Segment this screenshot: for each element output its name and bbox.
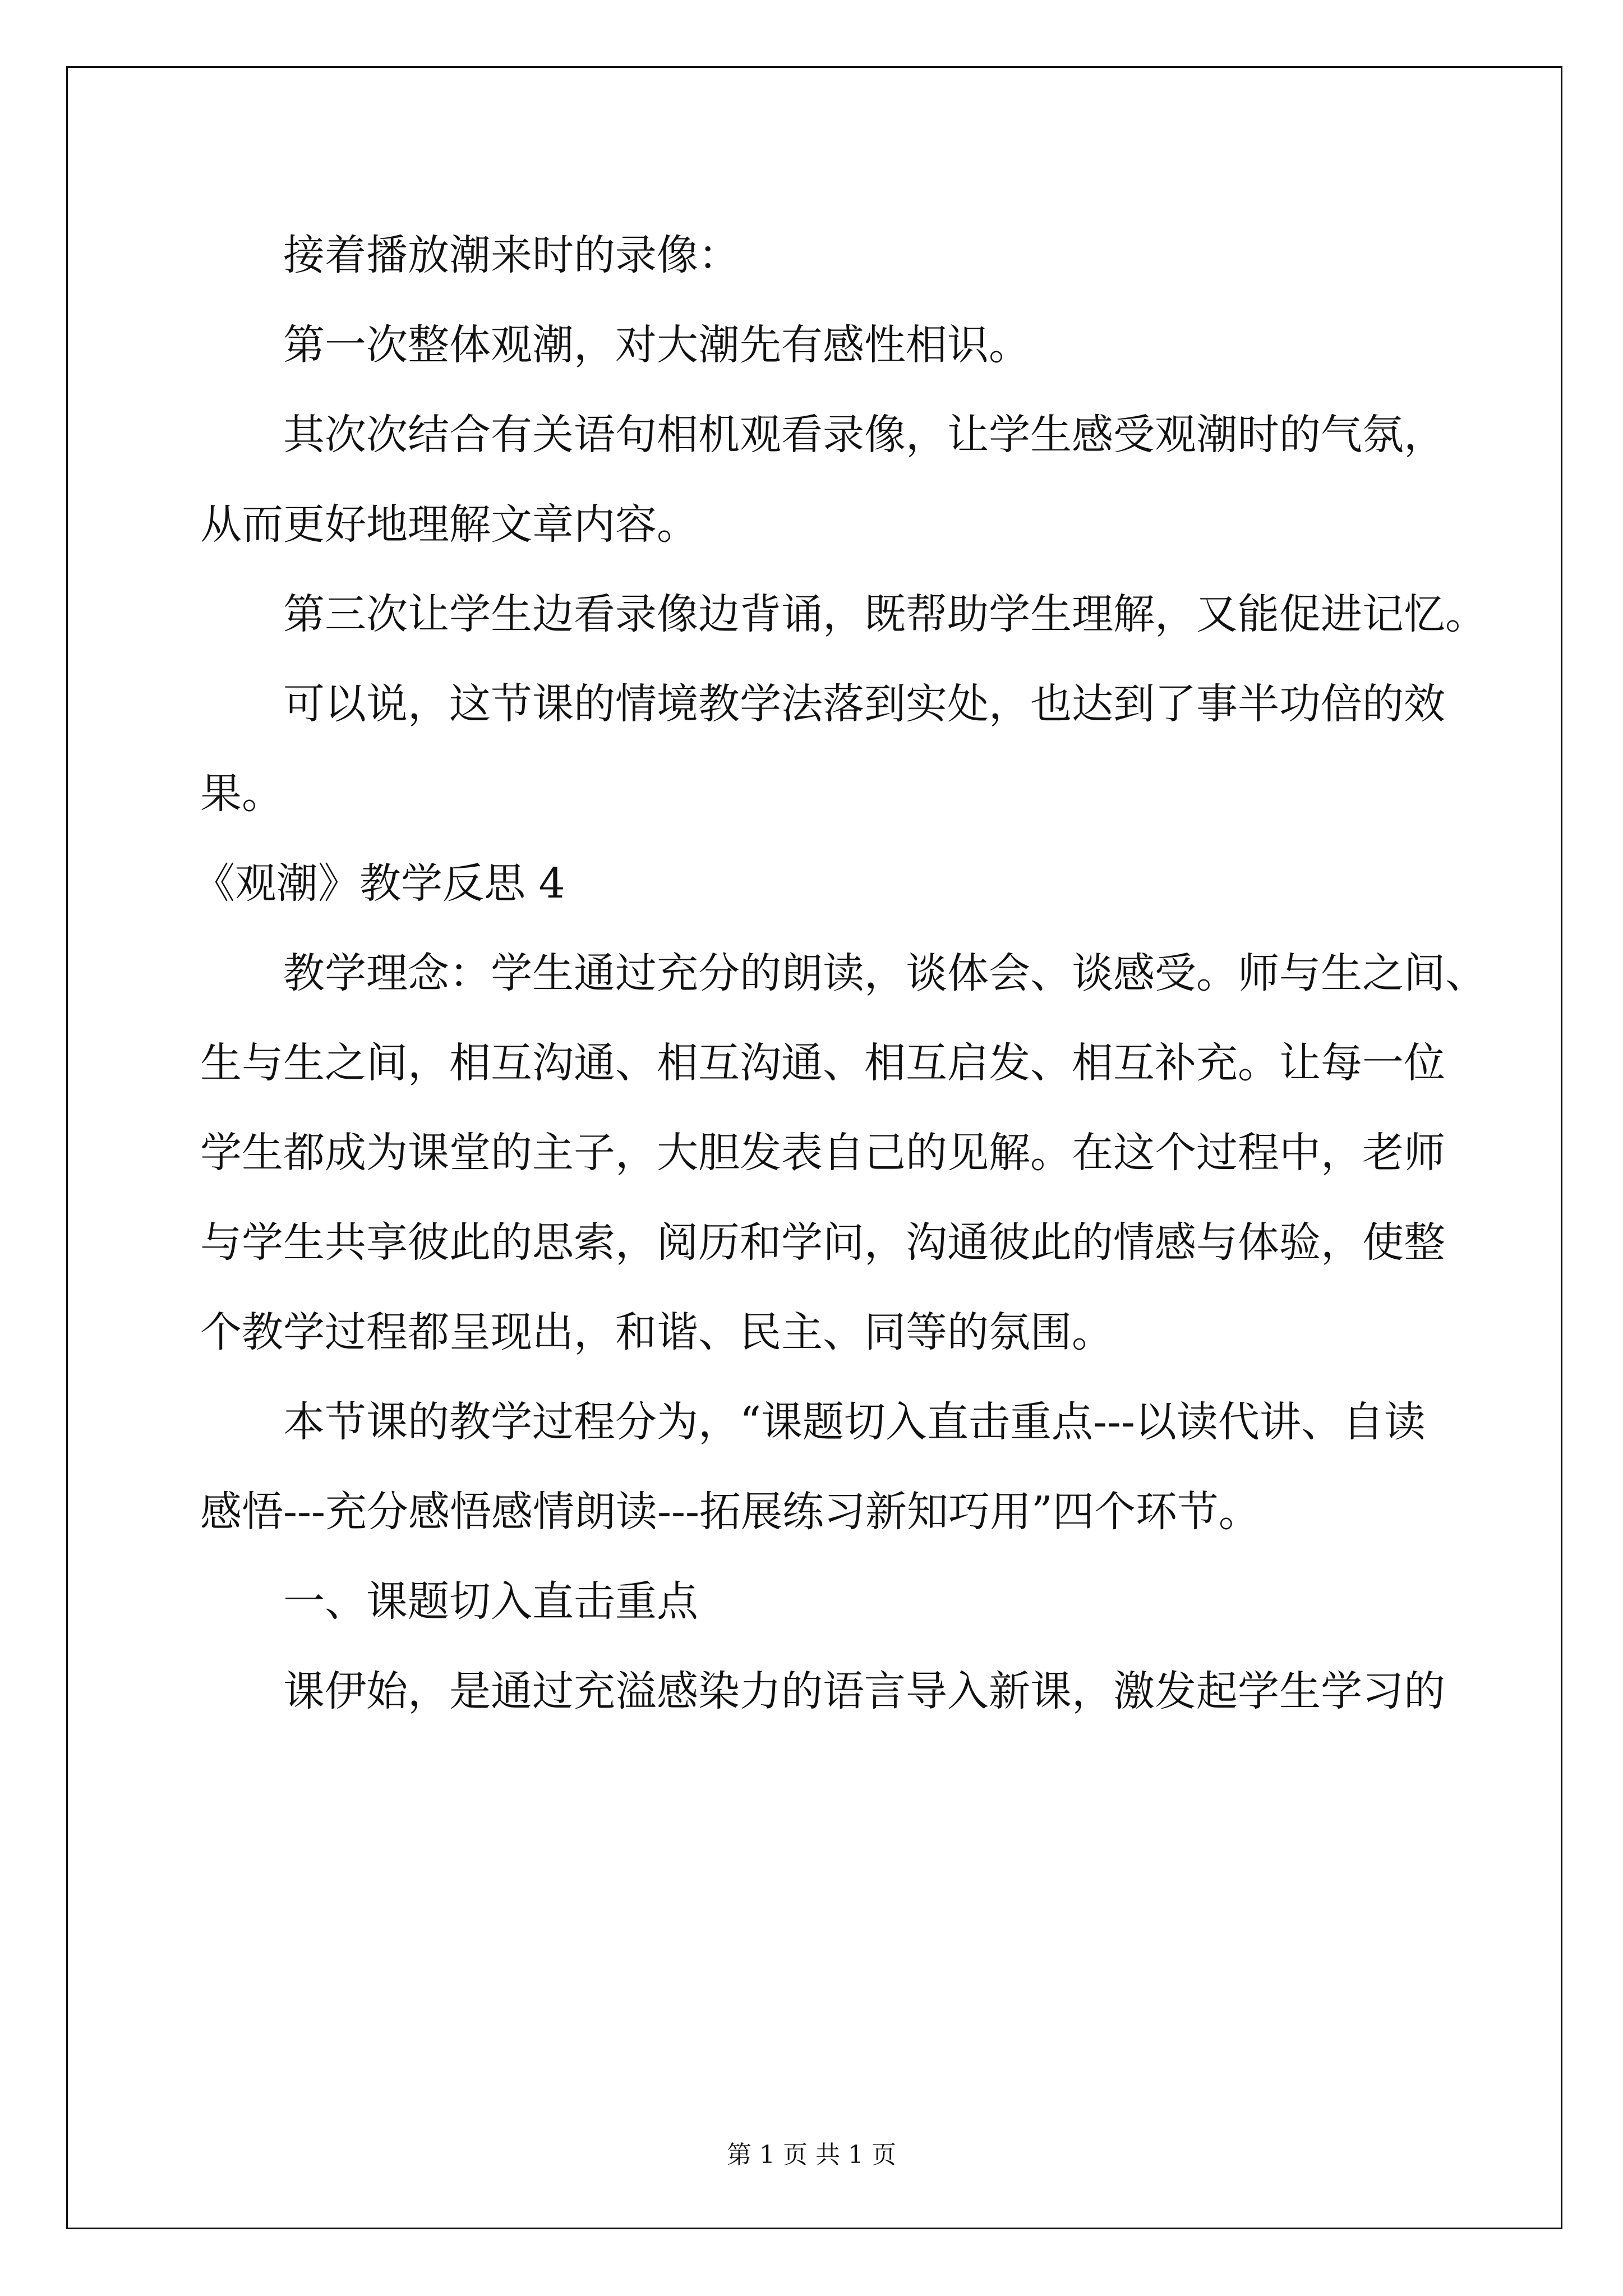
text-line: 生与生之间，相互沟通、相互沟通、相互启发、相互补充。让每一位	[200, 1039, 1445, 1087]
text-line: 从而更好地理解文章内容。	[200, 500, 698, 549]
text-line: 果。	[200, 770, 283, 818]
text-line: 感悟---充分感悟感情朗读---拓展练习新知巧用”四个环节。	[200, 1488, 1260, 1536]
text-line: 学生都成为课堂的主子，大胆发表自己的见解。在这个过程中，老师	[200, 1129, 1445, 1177]
text-line: 第一次整体观潮，对大潮先有感性相识。	[283, 321, 1030, 369]
text-line: 本节课的教学过程分为，“课题切入直击重点---以读代讲、自读	[283, 1398, 1426, 1446]
text-line: 一、课题切入直击重点	[283, 1577, 698, 1626]
section-heading: 《观潮》教学反思 4	[193, 859, 565, 908]
text-line: 其次次结合有关语句相机观看录像，让学生感受观潮时的气氛，	[283, 411, 1445, 459]
text-line: 接着播放潮来时的录像：	[283, 231, 740, 279]
text-line: 可以说，这节课的情境教学法落到实处，也达到了事半功倍的效	[283, 680, 1445, 728]
page-footer: 第 1 页 共 1 页	[727, 2141, 896, 2169]
text-line: 教学理念：学生通过充分的朗读，谈体会、谈感受。师与生之间、	[283, 949, 1487, 997]
text-line: 个教学过程都呈现出，和谐、民主、同等的氛围。	[200, 1308, 1113, 1356]
text-line: 课伊始，是通过充溢感染力的语言导入新课，激发起学生学习的	[283, 1667, 1445, 1715]
text-line: 第三次让学生边看录像边背诵，既帮助学生理解，又能促进记忆。	[283, 590, 1487, 638]
text-line: 与学生共享彼此的思索，阅历和学问，沟通彼此的情感与体验，使整	[200, 1218, 1445, 1267]
